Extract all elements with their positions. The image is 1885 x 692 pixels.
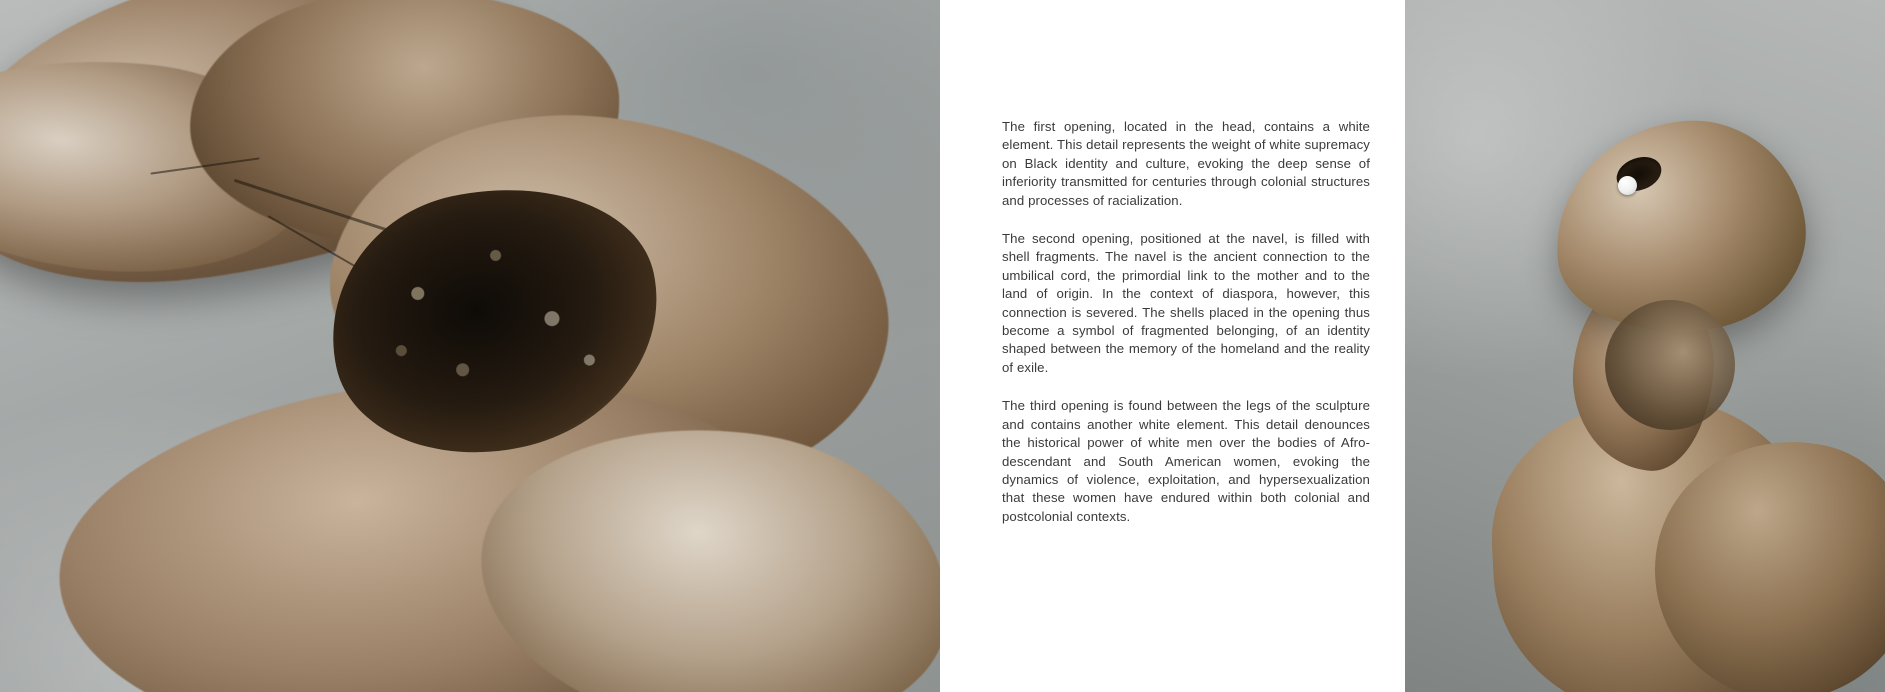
left-photograph bbox=[0, 0, 940, 692]
right-photograph bbox=[1405, 0, 1885, 692]
body-paragraph-1: The first opening, located in the head, contains a white element. This detail represents the weight of white supremacy on Black identity and culture, evoking the deep sense of inferiority transmitted for centuries through colonial structures and processes of racialization. bbox=[1002, 119, 1370, 208]
body-paragraph-3: The third opening is found between the legs of the sculpture and contains another white element. This detail denounces the historical power of white men over the bodies of Afro-descendant and South American women, evoking the dynamics of violence, exploitation, and hypersexualization that these women have endured within both colonial and postcolonial contexts. bbox=[1002, 398, 1370, 524]
sculpture-form-curve bbox=[1605, 300, 1735, 430]
text-column bbox=[940, 0, 1405, 692]
body-paragraph-2: The second opening, positioned at the navel, is filled with shell fragments. The navel is the ancient connection to the umbilical cord, the primordial link to the mother and to the land of origin. In the context of diaspora, however, this connection is severed. The shells placed in the opening thus become a symbol of fragmented belonging, of an identity shaped between the memory of the homeland and the reality of exile. bbox=[1002, 231, 1370, 375]
white-element-bead bbox=[1618, 176, 1637, 195]
